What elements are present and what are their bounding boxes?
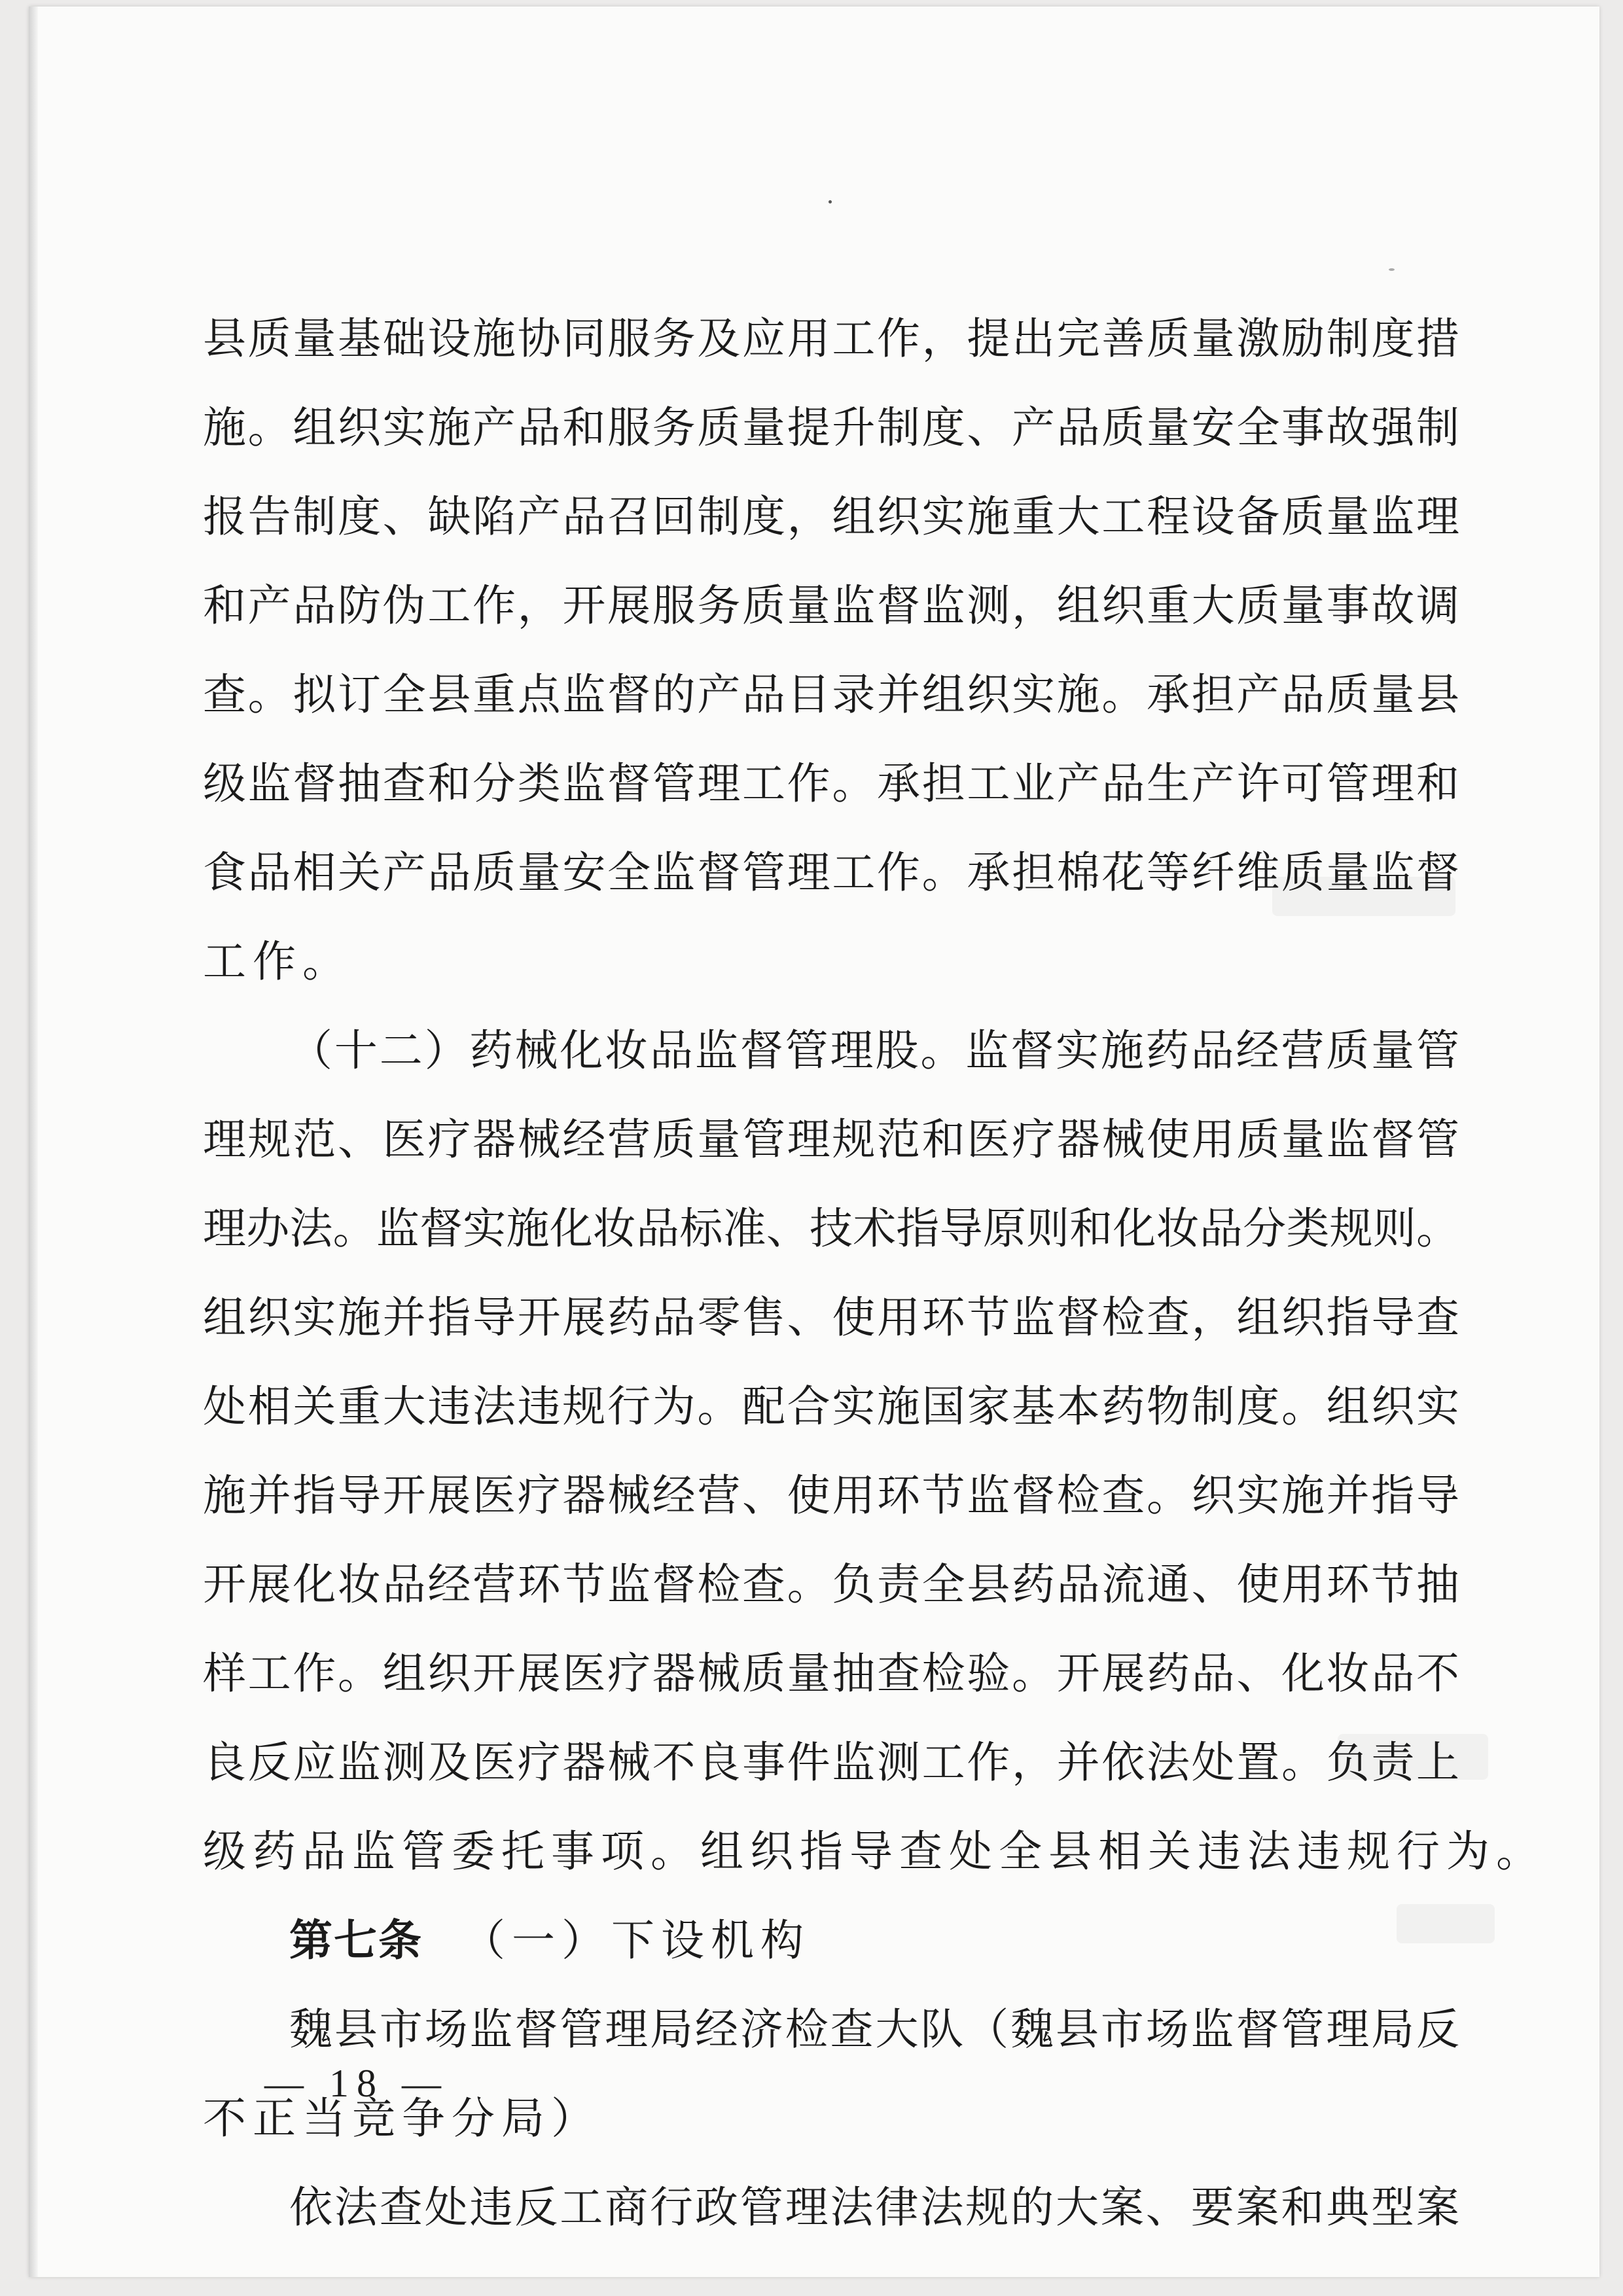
text-line: 理办法。监督实施化妆品标准、技术指导原则和化妆品分类规则。 xyxy=(203,1203,1459,1254)
text-line: 报告制度、缺陷产品召回制度，组织实施重大工程设备质量监理 xyxy=(203,491,1459,542)
article-line xyxy=(203,1896,1459,1985)
text-line: 食品相关产品质量安全监督管理工作。承担棉花等纤维质量监督 xyxy=(203,847,1459,898)
page-number: — 18 — xyxy=(264,2062,449,2105)
text-line: 开展化妆品经营环节监督检查。负责全县药品流通、使用环节抽 xyxy=(203,1559,1459,1610)
text-line: 理规范、医疗器械经营质量管理规范和医疗器械使用质量监督管 xyxy=(203,1114,1459,1165)
text-line: 县质量基础设施协同服务及应用工作，提出完善质量激励制度措 xyxy=(203,313,1459,364)
text-line: 处相关重大违法违规行为。配合实施国家基本药物制度。组织实 xyxy=(203,1381,1459,1432)
text-line: 依法查处违反工商行政管理法律法规的大案、要案和典型案 xyxy=(289,2182,1459,2233)
text-line: 级监督抽查和分类监督管理工作。承担工业产品生产许可管理和 xyxy=(203,758,1459,809)
text-line: 工作。 xyxy=(203,936,352,987)
text-line: 施。组织实施产品和服务质量提升制度、产品质量安全事故强制 xyxy=(203,402,1459,453)
text-line: 查。拟订全县重点监督的产品目录并组织实施。承担产品质量县 xyxy=(203,669,1459,720)
document-body xyxy=(203,294,1546,2252)
scan-speck xyxy=(829,200,832,203)
text-line: 级药品监管委托事项。组织指导查处全县相关违法违规行为。 xyxy=(203,1826,1546,1877)
text-line: 和产品防伪工作，开展服务质量监督监测，组织重大质量事故调 xyxy=(203,580,1459,631)
scanned-page xyxy=(29,7,1599,2277)
page-binding-edge xyxy=(29,7,38,2277)
scan-speck xyxy=(1389,268,1395,271)
article-heading: （一）下设机构 xyxy=(462,1915,810,1966)
text-line: 样工作。组织开展医疗器械质量抽查检验。开展药品、化妆品不 xyxy=(203,1648,1459,1699)
unit-name-line: 魏县市场监督管理局经济检查大队（魏县市场监督管理局反 xyxy=(289,2004,1459,2055)
text-line: 良反应监测及医疗器械不良事件监测工作，并依法处置。负责上 xyxy=(203,1737,1459,1788)
text-line: 施并指导开展医疗器械经营、使用环节监督检查。织实施并指导 xyxy=(203,1470,1459,1521)
article-number: 第七条 xyxy=(289,1915,423,1966)
section-heading-line: （十二）药械化妆品监督管理股。监督实施药品经营质量管 xyxy=(289,1025,1459,1076)
text-line: 组织实施并指导开展药品零售、使用环节监督检查，组织指导查 xyxy=(203,1292,1459,1343)
unit-name-line: 不正当竞争分局） xyxy=(203,2093,601,2144)
